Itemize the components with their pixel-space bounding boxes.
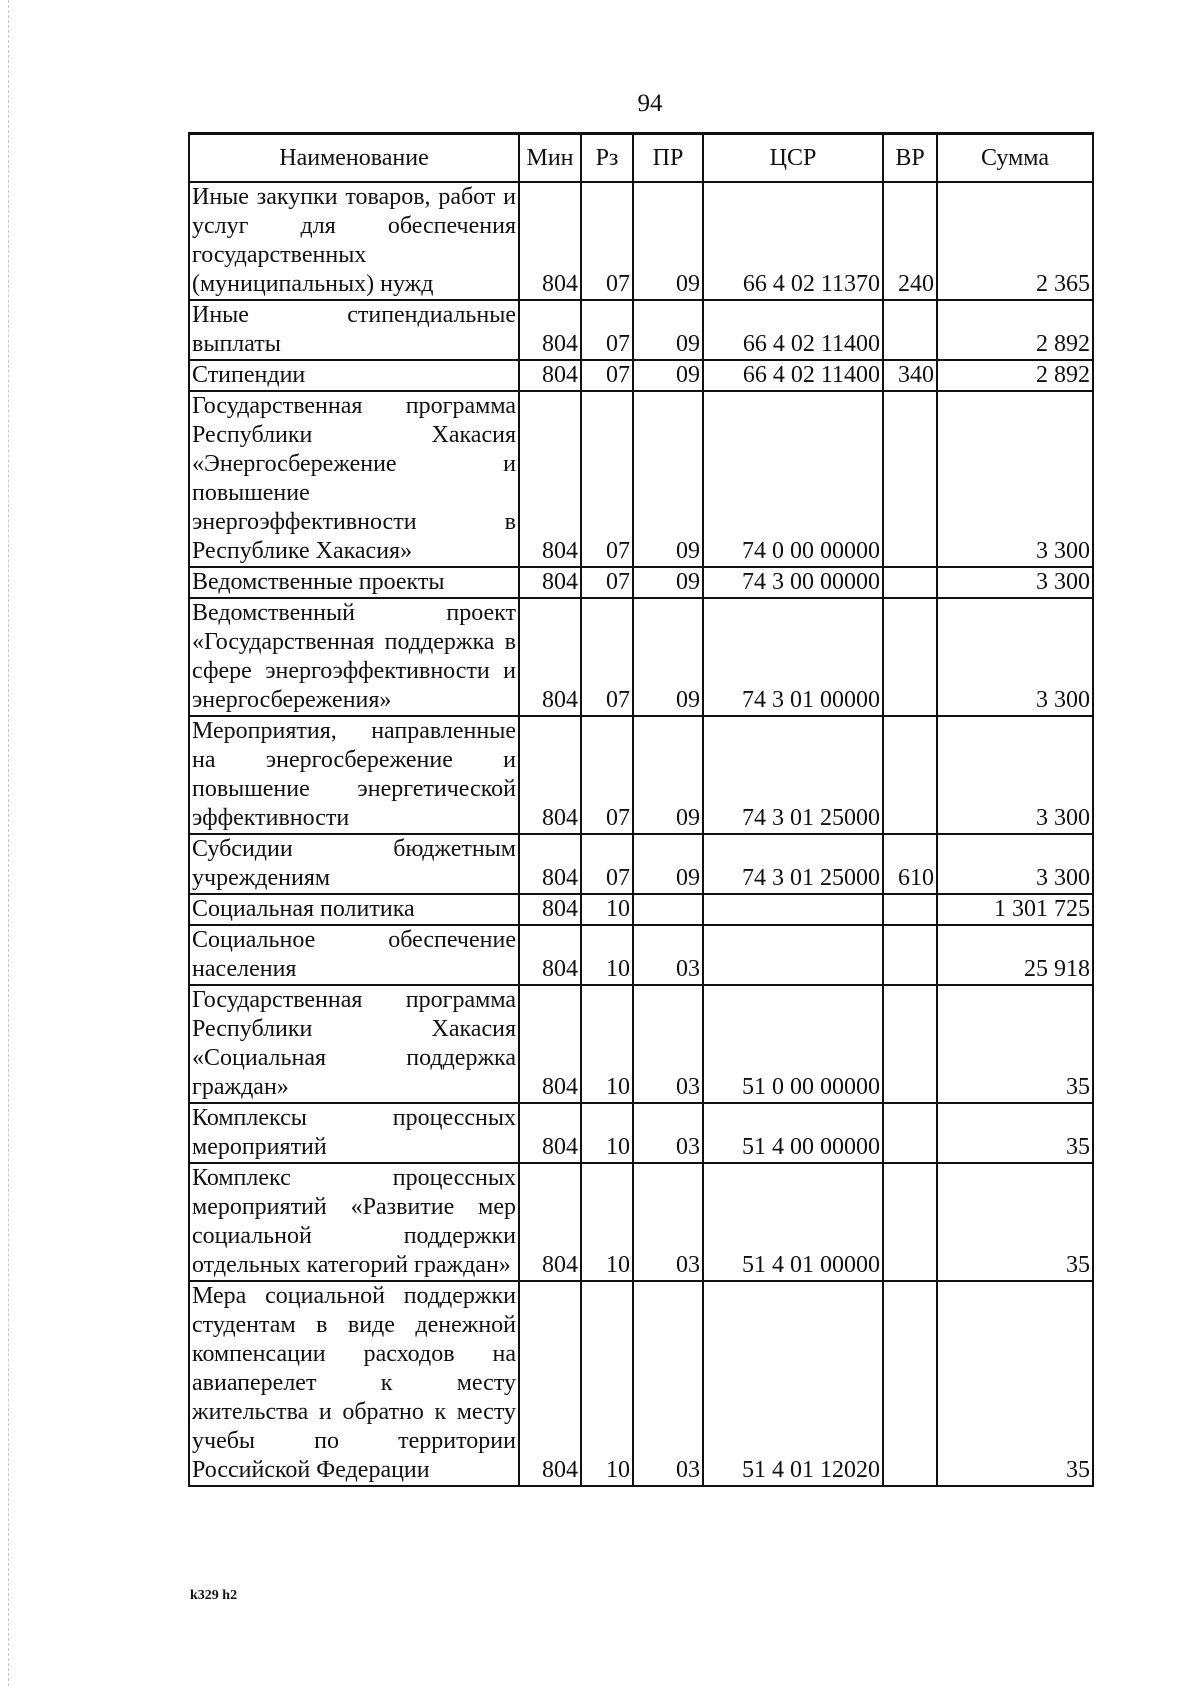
row-name: Комплекс процессных мероприятий «Развитие мер социальной поддержки отдельных категорий граждан» (189, 1163, 519, 1281)
row-name: Социальное обеспечение населения (189, 925, 519, 985)
row-name: Стипендии (189, 360, 519, 391)
row-rz: 07 (581, 391, 633, 567)
row-name: Государственная программа Республики Хакасия «Социальная поддержка граждан» (189, 985, 519, 1103)
row-vr (883, 391, 937, 567)
table-row (189, 834, 1093, 894)
row-csr: 66 4 02 11400 (703, 300, 883, 360)
row-csr: 74 3 00 00000 (703, 567, 883, 598)
row-pr: 09 (633, 598, 703, 716)
row-name: Мероприятия, направленные на энергосбережение и повышение энергетической эффективности (189, 716, 519, 834)
row-pr: 09 (633, 360, 703, 391)
table-row (189, 894, 1093, 925)
row-vr (883, 716, 937, 834)
row-sum: 2 892 (937, 360, 1093, 391)
row-name: Иные закупки товаров, работ и услуг для обеспечения государственных (муниципальных) нужд (189, 182, 519, 300)
row-min: 804 (519, 1281, 581, 1486)
row-min: 804 (519, 1163, 581, 1281)
row-sum: 35 (937, 1281, 1093, 1486)
row-rz: 07 (581, 834, 633, 894)
row-sum: 3 300 (937, 716, 1093, 834)
table-row (189, 182, 1093, 300)
row-sum: 2 365 (937, 182, 1093, 300)
row-csr: 74 3 01 25000 (703, 716, 883, 834)
row-csr: 51 4 01 00000 (703, 1163, 883, 1281)
row-rz: 10 (581, 1163, 633, 1281)
row-rz: 07 (581, 300, 633, 360)
row-name: Ведомственные проекты (189, 567, 519, 598)
row-name: Социальная политика (189, 894, 519, 925)
document-code: k329 h2 (190, 1588, 238, 1603)
row-rz: 10 (581, 894, 633, 925)
table-header-row (189, 134, 1093, 183)
row-sum: 35 (937, 1103, 1093, 1163)
row-pr: 09 (633, 716, 703, 834)
header-vr: ВР (883, 134, 937, 183)
table-row (189, 360, 1093, 391)
row-rz: 07 (581, 716, 633, 834)
row-rz: 10 (581, 1281, 633, 1486)
row-vr (883, 1103, 937, 1163)
row-min: 804 (519, 985, 581, 1103)
row-pr: 09 (633, 300, 703, 360)
header-sum: Сумма (937, 134, 1093, 183)
table-row (189, 567, 1093, 598)
row-vr: 610 (883, 834, 937, 894)
row-pr: 09 (633, 567, 703, 598)
header-min: Мин (519, 134, 581, 183)
row-vr (883, 598, 937, 716)
row-csr: 51 4 00 00000 (703, 1103, 883, 1163)
row-csr: 51 4 01 12020 (703, 1281, 883, 1486)
row-min: 804 (519, 1103, 581, 1163)
row-min: 804 (519, 182, 581, 300)
row-rz: 07 (581, 567, 633, 598)
row-sum: 3 300 (937, 567, 1093, 598)
row-min: 804 (519, 598, 581, 716)
row-min: 804 (519, 360, 581, 391)
row-min: 804 (519, 925, 581, 985)
row-pr: 03 (633, 1103, 703, 1163)
row-name: Ведомственный проект «Государственная поддержка в сфере энергоэффективности и энергосбережения» (189, 598, 519, 716)
table-row (189, 716, 1093, 834)
row-rz: 07 (581, 182, 633, 300)
row-rz: 07 (581, 360, 633, 391)
row-sum: 25 918 (937, 925, 1093, 985)
row-vr (883, 925, 937, 985)
row-min: 804 (519, 567, 581, 598)
row-pr: 03 (633, 925, 703, 985)
row-name: Мера социальной поддержки студентам в виде денежной компенсации расходов на авиаперелет к месту жительства и обратно к месту учебы по территории Российской Федерации (189, 1281, 519, 1486)
row-vr: 340 (883, 360, 937, 391)
row-rz: 10 (581, 1103, 633, 1163)
row-name: Иные стипендиальные выплаты (189, 300, 519, 360)
row-csr (703, 894, 883, 925)
row-pr: 09 (633, 834, 703, 894)
table-row (189, 1281, 1093, 1486)
scan-edge-line (8, 0, 9, 1686)
row-min: 804 (519, 391, 581, 567)
row-vr (883, 567, 937, 598)
row-sum: 35 (937, 985, 1093, 1103)
row-csr: 66 4 02 11370 (703, 182, 883, 300)
row-rz: 07 (581, 598, 633, 716)
row-pr: 03 (633, 1163, 703, 1281)
row-csr: 66 4 02 11400 (703, 360, 883, 391)
row-vr: 240 (883, 182, 937, 300)
row-rz: 10 (581, 985, 633, 1103)
row-min: 804 (519, 894, 581, 925)
table-row (189, 1103, 1093, 1163)
header-csr: ЦСР (703, 134, 883, 183)
row-name: Субсидии бюджетным учреждениям (189, 834, 519, 894)
table-row (189, 391, 1093, 567)
header-rz: Рз (581, 134, 633, 183)
row-pr: 09 (633, 182, 703, 300)
row-pr: 03 (633, 1281, 703, 1486)
row-sum: 3 300 (937, 391, 1093, 567)
row-sum: 2 892 (937, 300, 1093, 360)
row-pr (633, 894, 703, 925)
table-row (189, 925, 1093, 985)
page-number: 94 (637, 90, 663, 117)
row-csr: 74 0 00 00000 (703, 391, 883, 567)
row-vr (883, 985, 937, 1103)
table-row (189, 985, 1093, 1103)
row-min: 804 (519, 300, 581, 360)
row-pr: 03 (633, 985, 703, 1103)
row-pr: 09 (633, 391, 703, 567)
row-vr (883, 300, 937, 360)
header-name: Наименование (189, 134, 519, 183)
table-row (189, 300, 1093, 360)
table-row (189, 1163, 1093, 1281)
table-body (189, 182, 1093, 1486)
row-csr: 74 3 01 00000 (703, 598, 883, 716)
row-sum: 1 301 725 (937, 894, 1093, 925)
row-vr (883, 1163, 937, 1281)
row-sum: 3 300 (937, 834, 1093, 894)
row-sum: 3 300 (937, 598, 1093, 716)
row-name: Государственная программа Республики Хакасия «Энергосбережение и повышение энергоэффективности в Республике Хакасия» (189, 391, 519, 567)
row-name: Комплексы процессных мероприятий (189, 1103, 519, 1163)
row-sum: 35 (937, 1163, 1093, 1281)
row-csr: 51 0 00 00000 (703, 985, 883, 1103)
row-min: 804 (519, 716, 581, 834)
budget-table (188, 132, 1094, 1487)
row-vr (883, 1281, 937, 1486)
header-pr: ПР (633, 134, 703, 183)
row-vr (883, 894, 937, 925)
row-csr: 74 3 01 25000 (703, 834, 883, 894)
row-csr (703, 925, 883, 985)
table-row (189, 598, 1093, 716)
row-rz: 10 (581, 925, 633, 985)
row-min: 804 (519, 834, 581, 894)
